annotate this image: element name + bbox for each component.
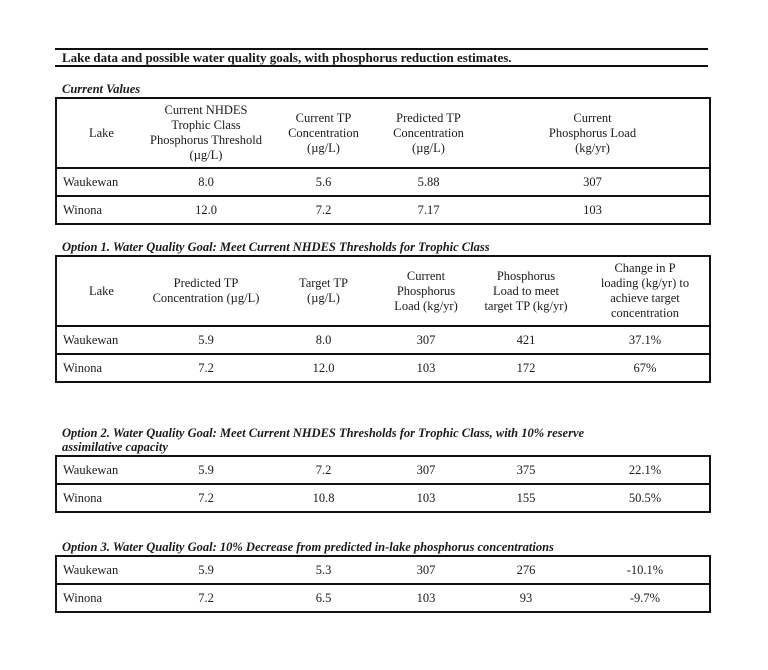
cell-current-load: 307 bbox=[416, 562, 436, 577]
cell-lake: Waukewan bbox=[63, 462, 119, 477]
table-row bbox=[56, 326, 710, 354]
document-title: Lake data and possible water quality goals, with phosphorus reduction estimates. bbox=[62, 50, 512, 65]
option2-label-line2: assimilative capacity bbox=[62, 440, 168, 454]
cell-threshold: 12.0 bbox=[146, 196, 266, 224]
cell-target-tp: 6.5 bbox=[266, 584, 381, 612]
header-current-load: Current Phosphorus Load (kg/yr) bbox=[476, 98, 710, 168]
table-row bbox=[56, 556, 710, 584]
cell-current-load: 307 bbox=[416, 462, 436, 477]
cell-predicted-tp: 7.2 bbox=[146, 484, 266, 512]
table-row bbox=[56, 456, 710, 484]
cell-lake: Winona bbox=[56, 354, 146, 382]
cell-lake: Winona bbox=[56, 196, 146, 224]
table-row bbox=[56, 584, 710, 612]
cell-change-in-p: 37.1% bbox=[628, 332, 662, 347]
cell-lake: Winona bbox=[56, 584, 146, 612]
table-row bbox=[56, 196, 710, 224]
cell-lake: Winona bbox=[56, 484, 146, 512]
option3-table bbox=[55, 555, 711, 613]
option2-label-line1: Option 2. Water Quality Goal: Meet Current NHDES Thresholds for Trophic Class, with 10% reserve bbox=[62, 426, 585, 440]
current-values-label: Current Values bbox=[62, 82, 141, 96]
cell-load-to-meet: 421 bbox=[516, 332, 536, 347]
cell-current-load: 307 bbox=[583, 174, 602, 189]
cell-lake: Waukewan bbox=[63, 174, 119, 189]
cell-predicted-tp: 7.2 bbox=[146, 354, 266, 382]
header-predicted-tp: Predicted TP Concentration (µg/L) bbox=[146, 256, 266, 326]
header-current-tp: Current TP Concentration (µg/L) bbox=[266, 98, 381, 168]
cell-predicted-tp: 5.88 bbox=[417, 174, 440, 189]
cell-change-in-p: -10.1% bbox=[626, 562, 664, 577]
option1-label: Option 1. Water Quality Goal: Meet Current NHDES Thresholds for Trophic Class bbox=[62, 240, 490, 254]
cell-load-to-meet: 172 bbox=[471, 354, 581, 382]
header-target-tp: Target TP (µg/L) bbox=[266, 256, 381, 326]
cell-current-load: 307 bbox=[416, 332, 436, 347]
option1-table bbox=[55, 255, 711, 383]
cell-load-to-meet: 375 bbox=[516, 462, 536, 477]
header-current-load: Current Phosphorus Load (kg/yr) bbox=[381, 256, 471, 326]
table-header-row bbox=[56, 98, 710, 168]
cell-predicted-tp: 7.2 bbox=[146, 584, 266, 612]
header-threshold: Current NHDES Trophic Class Phosphorus Threshold (µg/L) bbox=[146, 98, 266, 168]
cell-current-load: 103 bbox=[381, 354, 471, 382]
cell-predicted-tp: 5.9 bbox=[198, 462, 214, 477]
header-change-in-p: Change in P loading (kg/yr) to achieve target concentration bbox=[581, 256, 710, 326]
option2-table bbox=[55, 455, 711, 513]
cell-target-tp: 7.2 bbox=[315, 462, 332, 477]
cell-target-tp: 12.0 bbox=[266, 354, 381, 382]
cell-current-load: 103 bbox=[381, 484, 471, 512]
cell-threshold: 8.0 bbox=[198, 174, 214, 189]
current-values-table bbox=[55, 97, 711, 225]
cell-change-in-p: 50.5% bbox=[581, 484, 710, 512]
cell-current-load: 103 bbox=[476, 196, 710, 224]
cell-load-to-meet: 155 bbox=[471, 484, 581, 512]
title-rule-bottom bbox=[55, 65, 708, 67]
cell-change-in-p: -9.7% bbox=[581, 584, 710, 612]
cell-target-tp: 10.8 bbox=[266, 484, 381, 512]
table-row bbox=[56, 354, 710, 382]
cell-target-tp: 5.3 bbox=[315, 562, 332, 577]
header-lake: Lake bbox=[56, 98, 146, 168]
table-row bbox=[56, 168, 710, 196]
table-row bbox=[56, 484, 710, 512]
header-predicted-tp: Predicted TP Concentration (µg/L) bbox=[381, 98, 476, 168]
cell-current-tp: 7.2 bbox=[266, 196, 381, 224]
cell-load-to-meet: 276 bbox=[516, 562, 536, 577]
cell-predicted-tp: 7.17 bbox=[381, 196, 476, 224]
cell-predicted-tp: 5.9 bbox=[198, 332, 214, 347]
cell-load-to-meet: 93 bbox=[471, 584, 581, 612]
header-lake: Lake bbox=[56, 256, 146, 326]
option3-label: Option 3. Water Quality Goal: 10% Decrease from predicted in-lake phosphorus concentrations bbox=[62, 540, 554, 554]
cell-current-tp: 5.6 bbox=[315, 174, 332, 189]
table-header-row bbox=[56, 256, 710, 326]
cell-current-load: 103 bbox=[381, 584, 471, 612]
cell-predicted-tp: 5.9 bbox=[198, 562, 214, 577]
header-load-to-meet: Phosphorus Load to meet target TP (kg/yr) bbox=[471, 256, 581, 326]
cell-change-in-p: 22.1% bbox=[628, 462, 662, 477]
cell-lake: Waukewan bbox=[63, 332, 119, 347]
cell-target-tp: 8.0 bbox=[315, 332, 332, 347]
cell-change-in-p: 67% bbox=[581, 354, 710, 382]
cell-lake: Waukewan bbox=[63, 562, 119, 577]
